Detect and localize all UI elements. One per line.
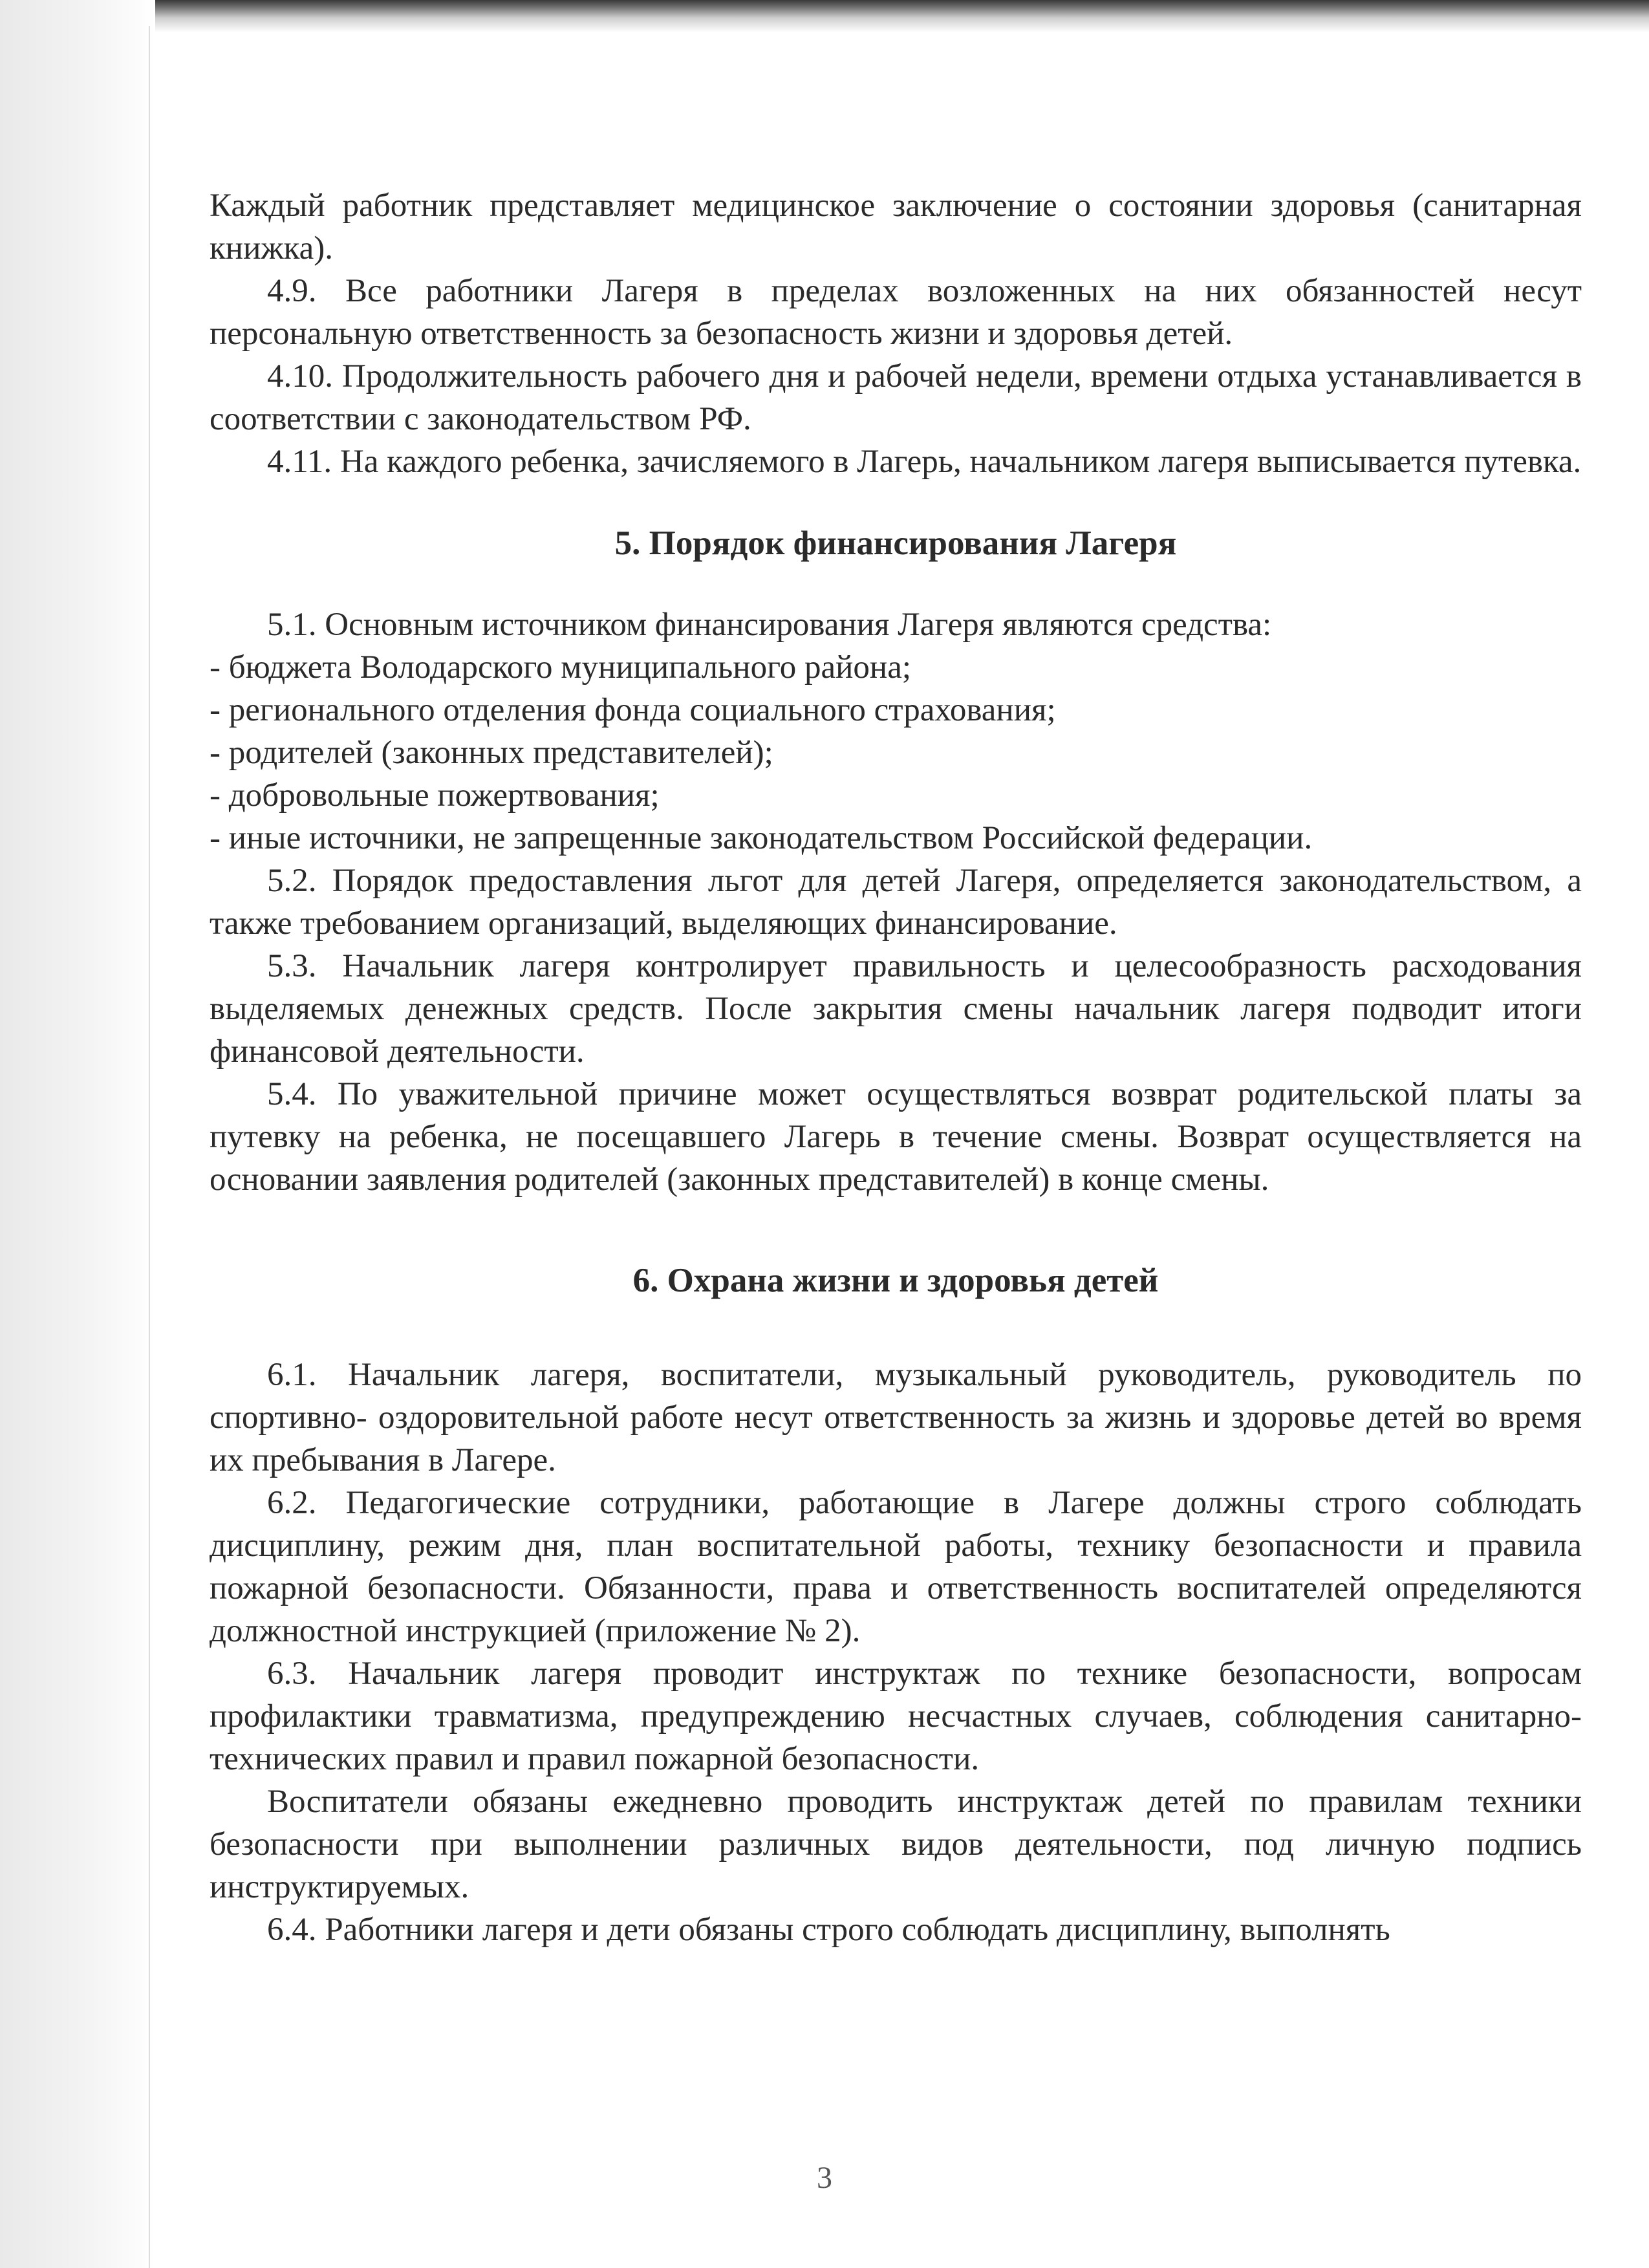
paragraph-sanitary-book: Каждый работник представляет медицинское заключение о состоянии здоровья (санитарная книжка). — [210, 188, 1582, 266]
clause-6-2: 6.2. Педагогические сотрудники, работающие в Лагере должны строго соблюдать дисциплину, режим дня, план воспитательной работы, технику безопасности и правила пожарной безопасности. Обязанности, права и ответственность воспитателей определяются должностной инструкцией (приложение № 2). — [210, 1485, 1582, 1649]
funding-source-item: - добровольные пожертвования; — [210, 777, 660, 814]
clause-6-3: 6.3. Начальник лагеря проводит инструктаж по технике безопасности, вопросам профилактики травматизма, предупреждению несчастных случаев, соблюдения санитарно- технических правил и правил пожарной безопасности. — [210, 1656, 1582, 1777]
clause-5-1: 5.1. Основным источником финансирования Лагеря являются средства: — [267, 607, 1272, 643]
scan-top-edge — [0, 0, 1649, 32]
paragraph-daily-instruction: Воспитатели обязаны ежедневно проводить инструктаж детей по правилам техники безопасности при выполнении различных видов деятельности, под личную подпись инструктируемых. — [210, 1784, 1582, 1905]
clause-4-10: 4.10. Продолжительность рабочего дня и рабочей недели, времени отдыха устанавливается в соответствии с законодательством РФ. — [210, 358, 1582, 437]
clause-6-1: 6.1. Начальник лагеря, воспитатели, музыкальный руководитель, руководитель по спортивно- оздоровительной работе несут ответственность за жизнь и здоровье детей во время их пребывания в Лагере. — [210, 1357, 1582, 1478]
scan-left-margin-shadow — [0, 0, 155, 2268]
section-6-heading: 6. Охрана жизни и здоровья детей — [632, 1262, 1159, 1299]
clause-5-3: 5.3. Начальник лагеря контролирует правильность и целесообразность расходования выделяемых денежных средств. После закрытия смены начальник лагеря подводит итоги финансовой деятельности. — [210, 948, 1582, 1070]
clause-6-4: 6.4. Работники лагеря и дети обязаны строго соблюдать дисциплину, выполнять — [267, 1912, 1390, 1948]
funding-source-item: - родителей (законных представителей); — [210, 735, 773, 771]
clause-5-2: 5.2. Порядок предоставления льгот для детей Лагеря, определяется законодательством, а также требованием организаций, выделяющих финансирование. — [210, 863, 1582, 942]
clause-5-4: 5.4. По уважительной причине может осуществляться возврат родительской платы за путевку на ребенка, не посещавшего Лагерь в течение смены. Возврат осуществляется на основании заявления родителей (законных представителей) в конце смены. — [210, 1076, 1582, 1198]
funding-source-item: - иные источники, не запрещенные законодательством Российской федерации. — [210, 820, 1313, 856]
page-number: 3 — [817, 2161, 832, 2195]
clause-4-11: 4.11. На каждого ребенка, зачисляемого в Лагерь, начальником лагеря выписывается путевка. — [267, 444, 1582, 480]
clause-4-9: 4.9. Все работники Лагеря в пределах возложенных на них обязанностей несут персональную ответственность за безопасность жизни и здоровья детей. — [210, 273, 1582, 352]
section-5-heading: 5. Порядок финансирования Лагеря — [614, 524, 1177, 562]
funding-source-item: - бюджета Володарского муниципального района; — [210, 649, 912, 686]
scan-binding-line — [149, 26, 150, 2268]
funding-source-item: - регионального отделения фонда социального страхования; — [210, 692, 1056, 728]
document-body — [210, 184, 1582, 1951]
